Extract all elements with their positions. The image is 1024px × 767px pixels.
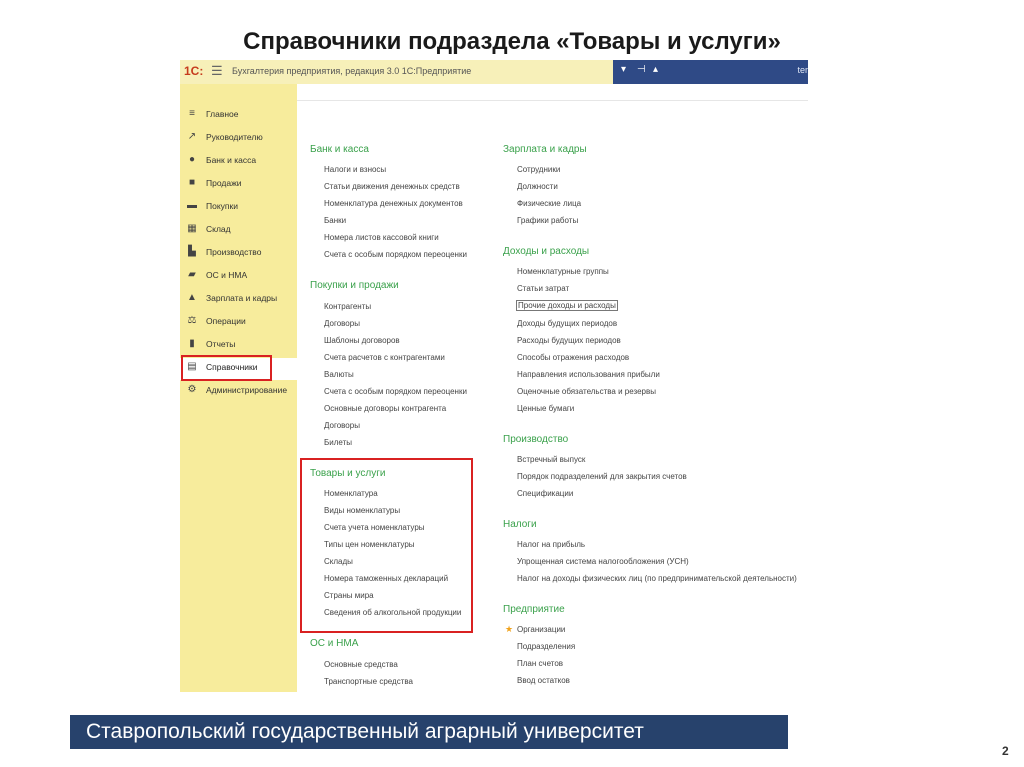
list-item[interactable]: Налог на прибыль	[517, 540, 586, 549]
list-item[interactable]: Валюты	[324, 370, 354, 379]
sidebar-item-bank[interactable]	[180, 151, 297, 173]
list-item[interactable]: Счета с особым порядком переоценки	[324, 250, 467, 259]
signal-icon[interactable]: ▴	[653, 64, 659, 75]
sidebar-item-purchases[interactable]	[180, 197, 297, 219]
user-name[interactable]: ter	[797, 65, 808, 75]
sidebar-item-label: Главное	[206, 109, 239, 119]
list-item[interactable]: Номенклатурные группы	[517, 267, 609, 276]
list-item[interactable]: Счета учета номенклатуры	[324, 523, 425, 532]
list-item[interactable]: Билеты	[324, 438, 352, 447]
slide-title: Справочники подраздела «Товары и услуги»	[243, 28, 781, 55]
section-title: ОС и НМА	[310, 638, 359, 649]
list-item[interactable]: Оценочные обязательства и резервы	[517, 387, 656, 396]
sidebar-item-administration[interactable]	[180, 381, 297, 403]
list-item[interactable]: Организации	[517, 625, 566, 634]
university-banner	[70, 715, 788, 749]
cart-icon: ▬	[187, 200, 197, 211]
trend-icon: ↗	[187, 131, 197, 142]
list-item[interactable]: Расходы будущих периодов	[517, 336, 621, 345]
coin-icon: ●	[188, 154, 196, 165]
menu-icon: ≡	[189, 108, 195, 119]
factory-icon: ▙	[188, 246, 196, 257]
sidebar-item-label: Продажи	[206, 178, 242, 188]
sidebar-item-assets[interactable]	[180, 266, 297, 288]
list-item-selected[interactable]: Прочие доходы и расходы	[518, 301, 616, 310]
sidebar	[180, 84, 297, 692]
list-item[interactable]: Договоры	[324, 421, 360, 430]
list-item[interactable]: Ввод остатков	[517, 676, 570, 685]
list-item[interactable]: Номенклатура	[324, 489, 378, 498]
list-item[interactable]: Ценные бумаги	[517, 404, 575, 413]
list-item[interactable]: Номенклатура денежных документов	[324, 199, 463, 208]
sidebar-item-operations[interactable]	[180, 312, 297, 334]
sidebar-item-label: ОС и НМА	[206, 270, 248, 280]
sidebar-item-main[interactable]	[180, 105, 297, 127]
list-item[interactable]: План счетов	[517, 659, 564, 668]
list-item[interactable]: Сведения об алкогольной продукции	[324, 608, 462, 617]
section-title: Налоги	[503, 519, 537, 530]
favorite-star-icon[interactable]: ★	[505, 624, 514, 634]
list-item[interactable]: Направления использования прибыли	[517, 370, 660, 379]
app-title: Бухгалтерия предприятия, редакция 3.0 1С:Предприятие	[232, 66, 472, 76]
sidebar-item-production[interactable]	[180, 243, 297, 265]
sidebar-item-warehouse[interactable]	[180, 220, 297, 242]
app-window	[180, 60, 808, 692]
sidebar-item-label: Производство	[206, 247, 262, 257]
list-item[interactable]: Шаблоны договоров	[324, 336, 400, 345]
dropdown-arrow-icon[interactable]: ▾	[621, 64, 627, 75]
gear-icon: ⚙	[187, 384, 197, 395]
list-item[interactable]: Основные средства	[324, 660, 398, 669]
list-item[interactable]: Страны мира	[324, 591, 374, 600]
list-item[interactable]: Транспортные средства	[324, 677, 413, 686]
list-item[interactable]: Налог на доходы физических лиц (по предпринимательской деятельности)	[517, 574, 797, 583]
sidebar-item-label: Справочники	[206, 362, 258, 372]
list-item[interactable]: Физические лица	[517, 199, 582, 208]
list-item[interactable]: Встречный выпуск	[517, 455, 586, 464]
pin-icon[interactable]: ⊣	[637, 64, 646, 75]
grid-icon: ▦	[187, 223, 197, 234]
sidebar-item-label: Банк и касса	[206, 155, 257, 165]
main-menu-icon[interactable]: ☰	[211, 63, 223, 78]
content-top-bar	[297, 84, 808, 101]
bar-chart-icon: ▮	[189, 338, 195, 349]
list-item[interactable]: Контрагенты	[324, 302, 372, 311]
sidebar-item-label: Администрирование	[206, 385, 288, 395]
list-item[interactable]: Спецификации	[517, 489, 574, 498]
sidebar-item-label: Покупки	[206, 201, 238, 211]
list-item[interactable]: Статьи затрат	[517, 284, 570, 293]
banner-text: Ставропольский государственный аграрный университет	[86, 720, 644, 743]
section-title: Зарплата и кадры	[503, 144, 587, 155]
list-item[interactable]: Подразделения	[517, 642, 576, 651]
sidebar-item-reports[interactable]	[180, 335, 297, 357]
list-item[interactable]: Способы отражения расходов	[517, 353, 630, 362]
page-number: 2	[1002, 744, 1009, 758]
app-logo: 1С:	[184, 64, 204, 78]
list-item[interactable]: Склады	[324, 557, 353, 566]
list-item[interactable]: Должности	[517, 182, 558, 191]
list-item[interactable]: Упрощенная система налогообложения (УСН)	[517, 557, 689, 566]
sidebar-item-label: Отчеты	[206, 339, 236, 349]
bag-icon: ■	[188, 177, 196, 188]
list-item[interactable]: Банки	[324, 216, 347, 225]
section-title: Товары и услуги	[310, 468, 386, 479]
highlight-frame	[181, 355, 272, 381]
scales-icon: ⚖	[187, 315, 197, 326]
list-item[interactable]: Виды номенклатуры	[324, 506, 401, 515]
list-item[interactable]: Статьи движения денежных средств	[324, 182, 460, 191]
list-item[interactable]: Договоры	[324, 319, 360, 328]
list-item[interactable]: Номера листов кассовой книги	[324, 233, 439, 242]
title-bar-tools	[613, 60, 808, 84]
truck-icon: ▰	[188, 269, 196, 280]
person-icon: ▲	[187, 292, 197, 303]
list-item[interactable]: Счета с особым порядком переоценки	[324, 387, 467, 396]
sidebar-item-label: Зарплата и кадры	[206, 293, 278, 303]
list-item[interactable]: Доходы будущих периодов	[517, 319, 618, 328]
list-item[interactable]: Типы цен номенклатуры	[324, 540, 415, 549]
content-panel	[297, 84, 808, 692]
list-item[interactable]: Счета расчетов с контрагентами	[324, 353, 445, 362]
list-item[interactable]: Порядок подразделений для закрытия счетов	[517, 472, 687, 481]
section-title: Производство	[503, 434, 569, 445]
list-item[interactable]: Номера таможенных деклараций	[324, 574, 449, 583]
sidebar-item-references[interactable]	[180, 358, 297, 380]
list-item[interactable]: Основные договоры контрагента	[324, 404, 447, 413]
sidebar-item-sales[interactable]	[180, 174, 297, 196]
section-title: Доходы и расходы	[503, 246, 590, 257]
list-item[interactable]: Сотрудники	[517, 165, 561, 174]
sidebar-item-manager[interactable]	[180, 128, 297, 150]
title-bar	[180, 60, 808, 85]
sidebar-item-label: Склад	[206, 224, 231, 234]
list-item[interactable]: Налоги и взносы	[324, 165, 387, 174]
sidebar-item-salary[interactable]	[180, 289, 297, 311]
section-title: Банк и касса	[310, 144, 369, 155]
sidebar-item-label: Операции	[206, 316, 246, 326]
section-title: Предприятие	[503, 604, 565, 615]
book-icon: ▤	[187, 361, 197, 372]
sidebar-item-label: Руководителю	[206, 132, 263, 142]
section-title: Покупки и продажи	[310, 280, 399, 291]
list-item[interactable]: Графики работы	[517, 216, 579, 225]
